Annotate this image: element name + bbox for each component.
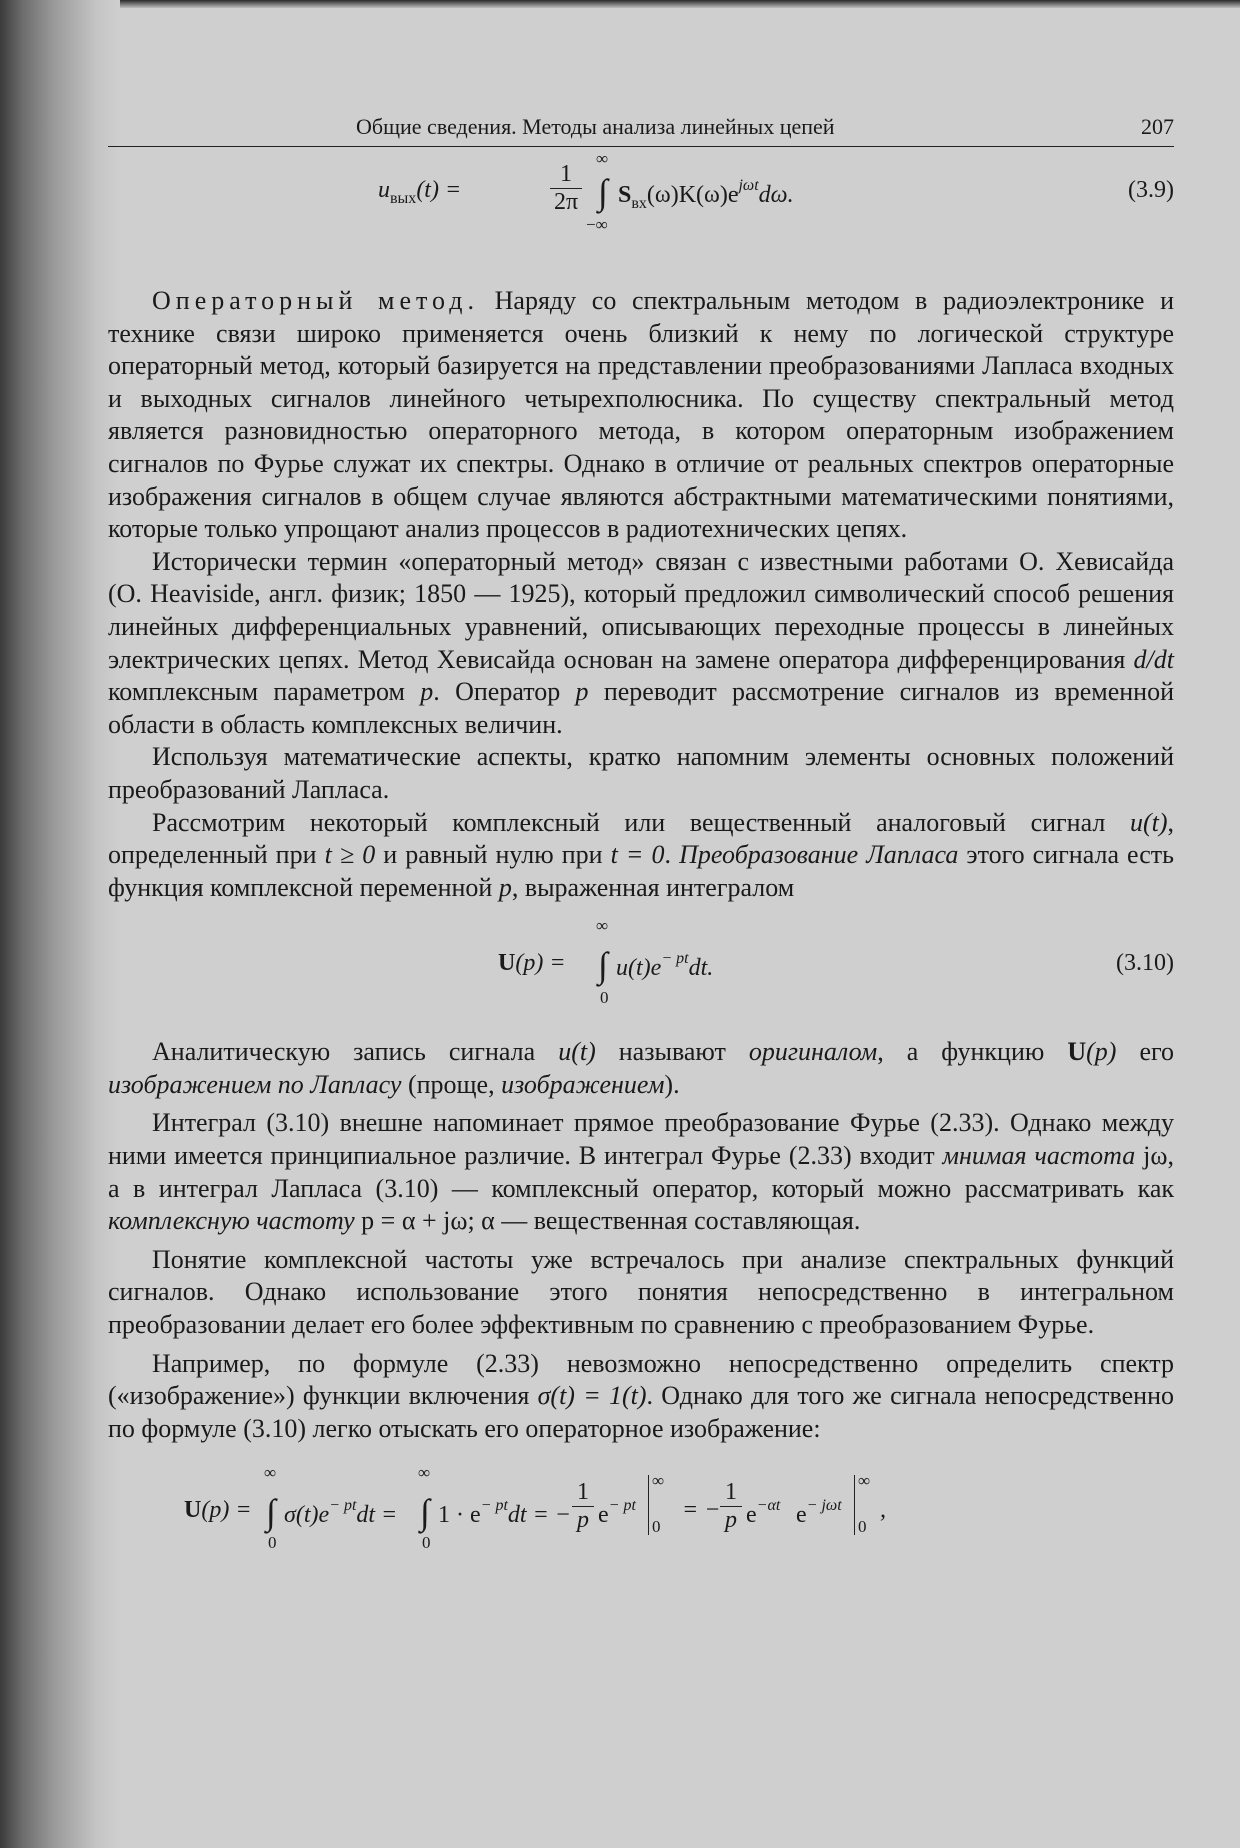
eqf-part3-exp: − pt — [608, 1497, 636, 1515]
running-title: Общие сведения. Методы анализа линейных цепей — [356, 114, 835, 139]
eq-3-10-body: u(t)e — [616, 955, 662, 982]
eqf-frac2-num: 1 — [720, 1479, 742, 1507]
eq-3-10-tail: dt. — [688, 955, 714, 982]
eqf-mid: = − — [682, 1497, 721, 1524]
p8-text-b: . Однако для того же сигнала непосредственно по формуле (3.10) легко отыскать его операторное изображение: — [108, 1381, 1174, 1443]
eqf-int1-exp: − pt — [329, 1497, 357, 1515]
p6-complex-freq: комплексную частоту — [108, 1206, 355, 1236]
p6-text-a: Интеграл (3.10) внешне напоминает прямое преобразование Фурье (2.33). Однако между ними имеется принципиальное различие. В интеграл Фурье (2.33) входит — [108, 1108, 1174, 1171]
eq-3-9-number: (3.9) — [1128, 177, 1174, 203]
p5-text-c: , а функцию — [877, 1037, 1068, 1067]
eqf-part4-exp: −αt — [756, 1497, 781, 1515]
p8-sigma: σ(t) = 1(t) — [537, 1381, 647, 1411]
p4-ut: u(t) — [1129, 807, 1168, 837]
eqf-int2-upper: ∞ — [418, 1463, 431, 1483]
paragraph-1-text: Наряду со спектральным методом в радиоэлектронике и технике связи широко применяется очень близкий к нему по логической структуре операторный метод, который базируется на представлении преобразованиями Лапласа входных и выходных сигналов линейного четырехполюсника. По существу спектральный метод является разновидностью операторного метода, в котором операторным изображением сигналов по Фурье служат их спектры. Однако в отличие от реальных спектров операторные изображения сигналов в общем случае являются абстрактными математическими понятиями, которые только упрощают анализ процессов в радиотехнических цепях. — [108, 286, 1175, 544]
eqf-part4 — [746, 1497, 780, 1529]
eqf-int1-sign: ∫ — [266, 1492, 276, 1533]
eq-3-9-lhs-u: u — [378, 177, 390, 203]
paragraph-example — [108, 1348, 1174, 1446]
eqf-lhs-arg: (p) = — [201, 1497, 252, 1524]
p2-text-d: переводит рассмотрение сигналов из временной области в область комплексных величин. — [108, 677, 1174, 739]
eq-3-9-lhs — [378, 177, 461, 208]
equation-3-9 — [108, 147, 1174, 243]
eqf-int2-exp: − pt — [480, 1497, 508, 1515]
eq-3-9-integrand — [618, 177, 794, 213]
eq-3-9-frac-den: 2π — [553, 189, 579, 215]
eqf-part3 — [598, 1497, 636, 1529]
p4-cond1: t ≥ 0 — [324, 840, 376, 870]
eqf-part3-e: e — [598, 1502, 609, 1529]
eq-3-10-lower-limit: 0 — [600, 988, 609, 1008]
eqf-frac1-den: p — [577, 1507, 589, 1534]
equation-step-function — [108, 1457, 1174, 1561]
eqf-int2-body — [438, 1497, 571, 1529]
p4-text-e: этого сигнала есть функция комплексной переменной — [108, 840, 1175, 902]
eqf-eval-bar-1 — [648, 1475, 649, 1535]
p2-text-b: комплексным параметром — [108, 677, 421, 707]
eq-3-9-fraction — [550, 161, 582, 216]
p6-text-b: , а в интеграл Лапласа (3.10) — комплексный оператор, который можно рассматривать как — [108, 1141, 1174, 1203]
p4-p: p — [498, 872, 512, 902]
eqf-int2-sign: ∫ — [420, 1492, 430, 1533]
p5-U: U — [1067, 1037, 1087, 1067]
p2-text-a: Исторически термин «операторный метод» связан с известными работами О. Хевисайда (O. Heaviside, англ. физик; 1850 — 1925), который предложил символический способ решения линейных дифференциальных уравнений, описывающих переходные процессы в линейных электрических цепях. Метод Хевисайда основан на замене оператора дифференцирования — [108, 546, 1174, 674]
paragraph-fourier-comparison — [108, 1107, 1174, 1237]
eq-3-9-lhs-arg: (t) = — [416, 177, 462, 203]
eq-3-9-upper-limit: ∞ — [596, 149, 609, 168]
p2-p2: p — [575, 677, 589, 707]
p6-imag-freq: мнимая частота — [942, 1141, 1136, 1171]
p2-p1: p — [420, 677, 434, 707]
paragraph-laplace-definition — [108, 807, 1174, 905]
equation-3-10 — [108, 904, 1174, 1022]
eqf-part5-exp: − jωt — [806, 1497, 842, 1515]
p6-text-c: p = α + jω; α — вещественная составляющая. — [354, 1206, 861, 1236]
eqf-eval1-upper: ∞ — [652, 1471, 665, 1491]
eqf-int1-upper: ∞ — [264, 1463, 277, 1483]
eq-3-10-lhs — [498, 950, 566, 977]
p4-text-f: , выраженная интегралом — [511, 872, 795, 902]
eqf-fraction-1 — [572, 1479, 594, 1534]
eqf-part5-e: e — [796, 1502, 807, 1529]
eqf-U: U — [184, 1497, 202, 1524]
eqf-int2-integrand: 1 · e — [438, 1502, 481, 1529]
p5-original: оригиналом — [748, 1037, 878, 1067]
eq-3-9-frac-num: 1 — [550, 161, 582, 189]
eqf-lhs — [184, 1497, 252, 1524]
eqf-int1-tail: dt = — [356, 1502, 398, 1529]
p4-text-a: Рассмотрим некоторый комплексный или вещественный аналоговый сигнал — [152, 807, 1130, 837]
eqf-int1-lower: 0 — [268, 1533, 277, 1553]
p5-image2: изображением — [501, 1069, 665, 1099]
p5-Up: (p) — [1086, 1037, 1117, 1067]
eq-3-9-lhs-sub: вых — [390, 190, 417, 207]
page-top-edge — [0, 0, 1240, 8]
p8-text-a: Например, по формуле (2.33) невозможно непосредственно определить спектр («изображение») функции включения — [108, 1348, 1174, 1411]
paragraph-laplace-intro: Используя математические аспекты, кратко напомним элементы основных положений преобразований Лапласа. — [108, 742, 1174, 804]
eqf-int1-integrand: σ(t)e — [284, 1502, 330, 1529]
running-head — [108, 100, 1174, 147]
p4-cond2: t = 0 — [610, 840, 665, 870]
eqf-fraction-2 — [720, 1479, 742, 1534]
book-spine-shadow — [0, 0, 120, 1848]
paragraph-heaviside — [108, 546, 1174, 742]
eqf-frac1-num: 1 — [572, 1479, 594, 1507]
page-number: 207 — [1141, 114, 1174, 139]
p6-jw: jω — [1135, 1141, 1168, 1171]
eq-3-10-number: (3.10) — [1116, 950, 1174, 977]
eqf-int1-body — [284, 1497, 397, 1529]
book-page — [108, 100, 1174, 1561]
eqf-eval1-lower: 0 — [652, 1517, 661, 1537]
p5-text-f: ). — [664, 1069, 680, 1099]
eq-3-10-U: U — [498, 950, 516, 977]
p5-ut: u(t) — [558, 1037, 596, 1067]
p5-image: изображением по Лапласу — [108, 1069, 402, 1099]
eq-3-9-integral-sign: ∫ — [598, 172, 608, 212]
paragraph-complex-frequency: Понятие комплексной частоты уже встречалось при анализе спектральных функций сигналов. Однако использование этого понятия непосредственно в интегральном преобразовании делает его более эффективным по сравнению с преобразованием Фурье. — [108, 1244, 1174, 1340]
p4-text-b: , определенный при — [108, 807, 1174, 870]
eq-3-9-S: S — [618, 182, 632, 208]
eqf-part4-e: e — [746, 1502, 757, 1529]
eqf-int2-tail: dt = − — [507, 1502, 571, 1529]
p2-text-c: . Оператор — [433, 677, 576, 707]
p4-term: Преобразование Лапласа — [679, 840, 959, 870]
p5-text-a: Аналитическую запись сигнала — [152, 1037, 559, 1067]
eq-3-9-integrand-rest: (ω)K(ω)e — [646, 182, 739, 208]
p2-ddt: d/dt — [1133, 644, 1174, 674]
p5-text-e: (проще, — [401, 1069, 502, 1099]
paragraph-operator-method — [108, 285, 1174, 546]
eqf-frac2-den: p — [725, 1507, 737, 1534]
eq-3-9-lower-limit: −∞ — [586, 215, 608, 234]
paragraph-original-image — [108, 1036, 1174, 1101]
eq-3-9-exponent: jωt — [738, 177, 759, 194]
eqf-end: , — [880, 1497, 886, 1524]
p5-text-d: его — [1116, 1037, 1174, 1067]
eq-3-10-exponent: − pt — [661, 950, 689, 968]
eq-3-9-tail: dω. — [758, 182, 794, 208]
eq-3-10-integral-sign: ∫ — [598, 945, 608, 986]
eqf-part5 — [796, 1497, 842, 1529]
section-lead-spaced: Операторный метод. — [152, 286, 480, 315]
p4-text-d: . — [664, 840, 680, 870]
p5-text-b: называют — [595, 1037, 749, 1067]
eq-3-10-integrand — [616, 950, 713, 982]
eqf-eval2-upper: ∞ — [858, 1471, 871, 1491]
eqf-int2-lower: 0 — [422, 1533, 431, 1553]
eq-3-9-S-sub: вх — [631, 195, 647, 212]
eq-3-10-lhs-arg: (p) = — [515, 950, 566, 977]
eq-3-10-upper-limit: ∞ — [596, 916, 609, 936]
eqf-eval-bar-2 — [854, 1475, 855, 1535]
eqf-eval2-lower: 0 — [858, 1517, 867, 1537]
p4-text-c: и равный нулю при — [375, 840, 611, 870]
